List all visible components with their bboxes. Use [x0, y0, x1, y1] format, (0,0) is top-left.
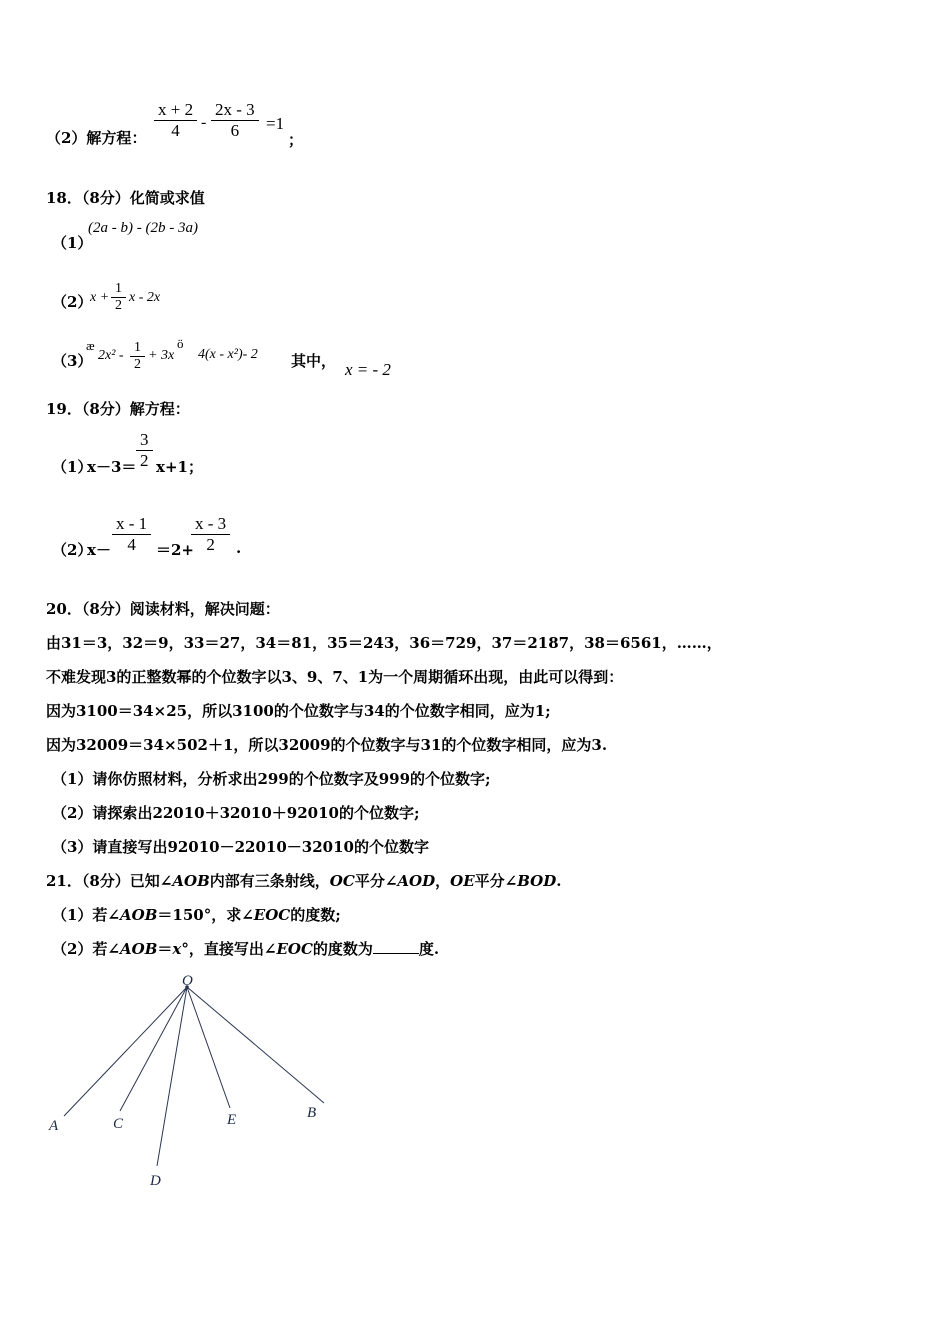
- label-e: E: [227, 1112, 237, 1128]
- label-c: C: [113, 1116, 124, 1132]
- angle-name: EOC: [253, 906, 291, 924]
- text: （2）若∠: [52, 940, 121, 958]
- fraction-denominator: 2: [206, 535, 215, 554]
- text: 的度数为: [312, 940, 373, 958]
- p18-item3-fraction: [130, 340, 145, 373]
- p17-item2-label: （2）解方程：: [46, 129, 147, 147]
- right-bracket-glyph: ö: [177, 336, 184, 351]
- semicolon: ；: [288, 131, 304, 149]
- text: °，直接写出∠: [181, 940, 277, 958]
- p19-item1-pre: x－3＝: [87, 458, 137, 476]
- fraction-numerator: 1: [115, 281, 122, 296]
- p18-item2-fraction: [111, 281, 126, 314]
- fraction-denominator: 2: [115, 298, 122, 313]
- fraction-numerator: x - 1: [116, 514, 148, 533]
- ray-diagram: [40, 968, 340, 1198]
- p21-question-1: [52, 904, 341, 925]
- p18-heading: 18．（8分）化简或求值: [46, 189, 205, 207]
- p18-item2-pre: x +: [90, 290, 110, 305]
- p18-item3-part-a: 2x² -: [98, 348, 124, 363]
- label-o: O: [182, 973, 193, 989]
- p19-item2-label: （2）: [52, 541, 93, 559]
- fraction-denominator: 4: [127, 535, 136, 554]
- variable: x: [172, 940, 182, 958]
- angle-name: AOD: [397, 872, 436, 890]
- fraction-numerator: x - 3: [195, 514, 227, 533]
- fraction-numerator: x + 2: [158, 100, 194, 119]
- text: 内部有三条射线，: [209, 872, 330, 890]
- angle-name: AOB: [172, 872, 210, 890]
- text: ，: [435, 872, 451, 890]
- p18-item3-value: x = - 2: [345, 360, 391, 379]
- p18-item3-part-c: 4(x - x²)- 2: [198, 347, 258, 362]
- label-b: B: [307, 1105, 317, 1121]
- angle-name: AOB: [120, 906, 158, 924]
- fraction-numerator: 1: [134, 340, 141, 355]
- text: .: [556, 872, 562, 890]
- p18-item3-part-b: + 3x: [148, 348, 175, 363]
- text: 平分∠: [354, 872, 398, 890]
- p19-item2-end: .: [236, 539, 242, 557]
- p19-item2-fraction-1: [112, 514, 151, 555]
- p18-item1-expression: (2a - b) - (2b - 3a): [88, 220, 198, 236]
- p17-fraction-2: [211, 100, 259, 141]
- fraction-denominator: 2: [140, 451, 149, 470]
- fraction-denominator: 6: [230, 121, 240, 140]
- label-a: A: [49, 1118, 59, 1134]
- angle-name: EOC: [276, 940, 313, 958]
- label-d: D: [150, 1173, 161, 1189]
- ray-name: OE: [450, 872, 475, 890]
- rays: [64, 987, 324, 1166]
- p18-item1-label: （1）: [52, 234, 93, 252]
- p20-line-2: 不难发现3的正整数幂的个位数字以3、9、7、1为一个周期循环出现，由此可以得到：: [46, 668, 624, 686]
- answer-blank[interactable]: [373, 939, 419, 954]
- p18-item3-label: （3）: [52, 352, 93, 370]
- left-bracket-glyph: æ: [86, 338, 95, 353]
- p19-item1-post: x+1；: [156, 458, 203, 476]
- fraction-denominator: 4: [171, 121, 180, 140]
- fraction-numerator: 3: [140, 430, 149, 449]
- p18-item3-where: 其中，: [291, 352, 337, 370]
- text: ＝: [157, 940, 173, 958]
- p21-question-2: [52, 938, 439, 959]
- p20-question-1: （1）请你仿照材料，分析求出299的个位数字及999的个位数字;: [52, 770, 491, 788]
- p18-item2-label: （2）: [52, 293, 93, 311]
- p21-heading: [46, 870, 561, 891]
- fraction-denominator: 2: [134, 357, 141, 372]
- p20-line-3: 因为3100＝34×25，所以3100的个位数字与34的个位数字相同，应为1;: [46, 702, 551, 720]
- ray-name: OC: [329, 872, 355, 890]
- minus-sign: -: [201, 114, 207, 131]
- p19-item2-pre: x－: [87, 541, 111, 559]
- p19-heading: 19．（8分）解方程：: [46, 400, 190, 418]
- p20-line-4: 因为32009＝34×502＋1，所以32009的个位数字与31的个位数字相同，应为3.: [46, 736, 608, 754]
- p20-question-2: （2）请探索出22010＋32010＋92010的个位数字;: [52, 804, 420, 822]
- text: 平分∠: [474, 872, 518, 890]
- p17-fraction-1: [154, 100, 197, 141]
- equation-rhs: =1: [266, 114, 285, 133]
- angle-name: BOD: [517, 872, 557, 890]
- angle-name: AOB: [120, 940, 158, 958]
- text: 的度数;: [290, 906, 341, 924]
- text: （1）若∠: [52, 906, 121, 924]
- text: 21．（8分）已知∠: [46, 872, 173, 890]
- p19-item2-fraction-2: [191, 514, 230, 555]
- text: 度.: [418, 940, 440, 958]
- text: ＝150°，求∠: [157, 906, 254, 924]
- p19-item2-mid: ＝2+: [156, 541, 195, 559]
- p20-line-1: 由31＝3，32＝9，33＝27，34＝81，35＝243，36＝729，37＝2187，38＝6561，……，: [46, 634, 722, 652]
- p20-question-3: （3）请直接写出92010－22010－32010的个位数字: [52, 838, 429, 856]
- p18-item2-post: x - 2x: [129, 290, 161, 305]
- p19-item1-label: （1）: [52, 458, 93, 476]
- p20-heading: 20．（8分）阅读材料，解决问题：: [46, 600, 280, 618]
- fraction-numerator: 2x - 3: [215, 100, 255, 119]
- p19-item1-fraction: [136, 430, 153, 471]
